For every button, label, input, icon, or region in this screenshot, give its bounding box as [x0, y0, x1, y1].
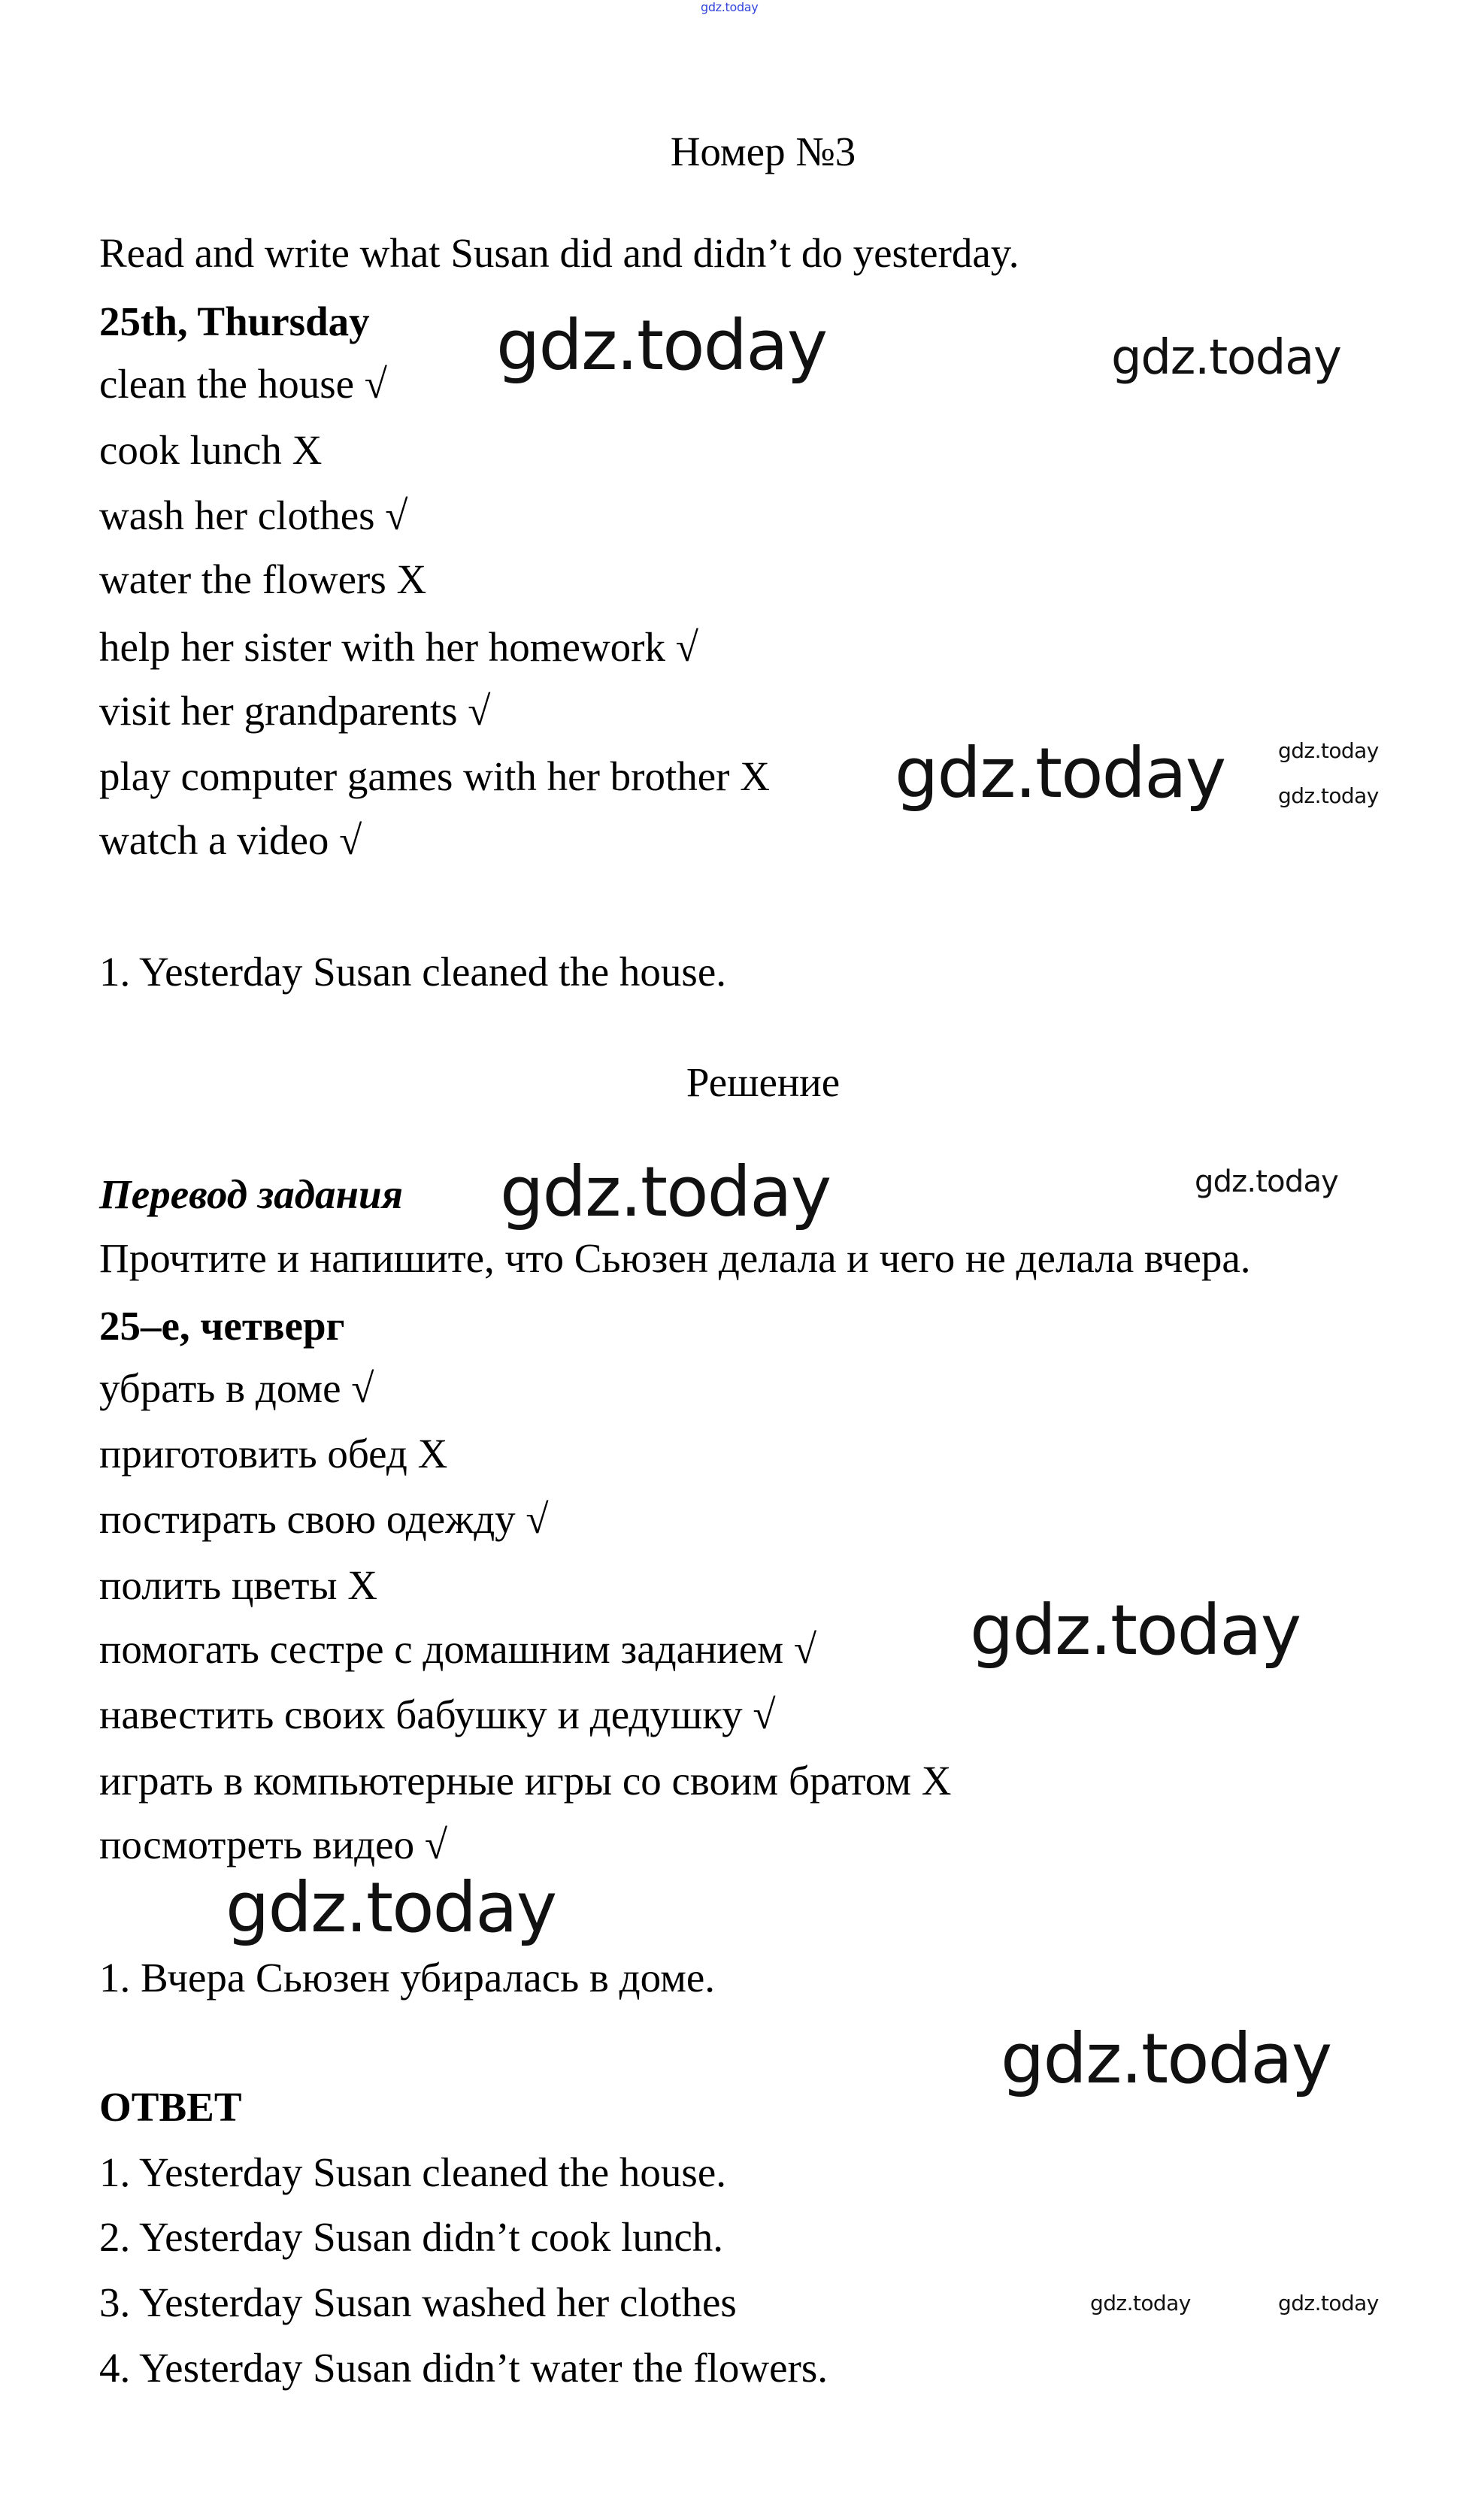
watermark: gdz.today — [970, 1590, 1301, 1670]
task-item: visit her grandparents √ — [99, 688, 491, 734]
translation-heading: Перевод задания — [99, 1171, 403, 1217]
task-item: water the flowers X — [99, 556, 427, 602]
translation-instruction: Прочтите и напишите, что Сьюзен делала и чего не делала вчера. — [99, 1235, 1251, 1281]
watermark-top: gdz.today — [701, 0, 759, 14]
task-item: wash her clothes √ — [99, 492, 408, 538]
task-instruction: Read and write what Susan did and didn’t do yesterday. — [99, 230, 1019, 276]
translation-item: играть в компьютерные игры со своим братом X — [99, 1758, 952, 1804]
task-item: help her sister with her homework √ — [99, 624, 698, 670]
translation-item: убрать в доме √ — [99, 1365, 374, 1411]
translation-date: 25–е, четверг — [99, 1303, 345, 1349]
task-item: cook lunch X — [99, 427, 323, 473]
translation-item: постирать свою одежду √ — [99, 1496, 549, 1542]
task-item: watch a video √ — [99, 817, 362, 863]
task-item: play computer games with her brother X — [99, 753, 770, 799]
watermark: gdz.today — [895, 733, 1225, 813]
answer-line: 3. Yesterday Susan washed her clothes — [99, 2279, 737, 2325]
answer-line: 1. Yesterday Susan cleaned the house. — [99, 2149, 726, 2195]
watermark: gdz.today — [1001, 2019, 1331, 2099]
watermark: gdz.today — [1278, 738, 1379, 763]
watermark: gdz.today — [1278, 2291, 1379, 2316]
answer-line: 2. Yesterday Susan didn’t cook lunch. — [99, 2214, 724, 2260]
translation-item: навестить своих бабушку и дедушку √ — [99, 1692, 776, 1737]
watermark: gdz.today — [226, 1867, 556, 1948]
task-date: 25th, Thursday — [99, 298, 370, 344]
solution-heading: Решение — [686, 1059, 841, 1105]
answer-heading: ОТВЕТ — [99, 2084, 242, 2130]
translation-item: посмотреть видео √ — [99, 1822, 448, 1867]
watermark: gdz.today — [1111, 330, 1341, 386]
translation-item: помогать сестре с домашним заданием √ — [99, 1626, 817, 1672]
page-title: Номер №3 — [670, 129, 856, 174]
translation-example: 1. Вчера Сьюзен убиралась в доме. — [99, 1955, 716, 2001]
task-example: 1. Yesterday Susan cleaned the house. — [99, 949, 726, 995]
watermark: gdz.today — [1278, 783, 1379, 808]
task-item: clean the house √ — [99, 361, 387, 407]
translation-item: приготовить обед X — [99, 1431, 448, 1477]
watermark: gdz.today — [1090, 2291, 1191, 2316]
watermark: gdz.today — [496, 305, 827, 386]
watermark: gdz.today — [500, 1152, 831, 1232]
answer-line: 4. Yesterday Susan didn’t water the flowers. — [99, 2345, 828, 2391]
translation-item: полить цветы X — [99, 1562, 377, 1608]
watermark: gdz.today — [1195, 1165, 1339, 1199]
